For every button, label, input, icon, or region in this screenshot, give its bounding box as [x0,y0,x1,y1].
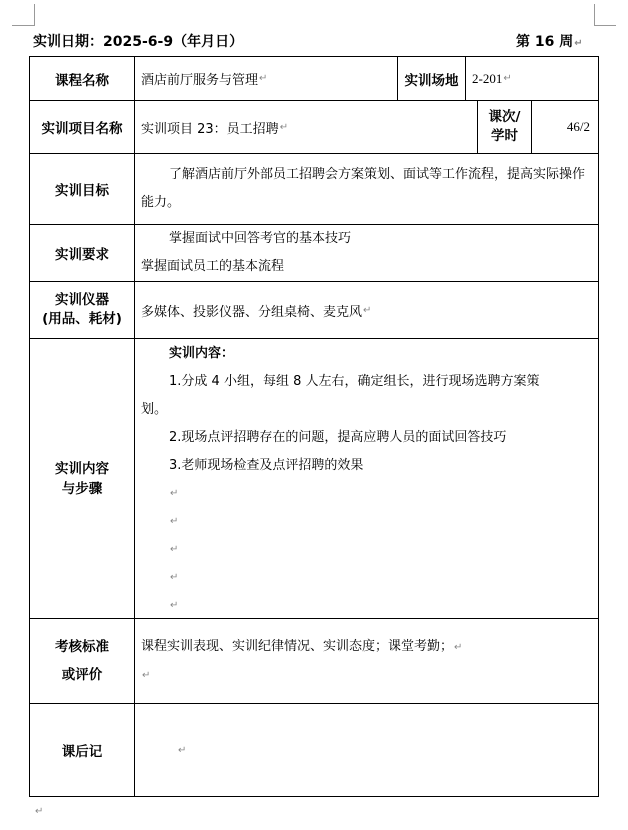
requirements-label: 实训要求 [29,224,135,282]
notes-label: 课后记 [29,703,135,797]
notes-value[interactable]: ↵ [134,703,599,797]
paragraph-mark: ↵ [574,38,583,49]
project-name-value[interactable]: 实训项目 23：员工招聘 ↵ [134,100,478,154]
equipment-label: 实训仪器 (用品、耗材) [29,281,135,339]
course-name-label: 课程名称 [29,56,135,101]
crop-mark [594,25,616,26]
evaluation-label: 考核标准 或评价 [29,618,135,704]
course-name-value[interactable]: 酒店前厅服务与管理 ↵ [134,56,398,101]
content-step: 3.老师现场检查及点评招聘的效果 [169,458,364,473]
crop-mark [594,4,595,26]
project-name-label: 实训项目名称 [29,100,135,154]
venue-value[interactable]: 2-201 ↵ [465,56,599,101]
content-label: 实训内容 与步骤 [29,338,135,619]
session-value[interactable]: 46/2 [531,100,599,154]
equipment-value[interactable]: 多媒体、投影仪器、分组桌椅、麦克风 ↵ [134,281,599,339]
training-date: 实训日期：2025-6-9（年月日） [33,34,244,50]
crop-mark [34,4,35,26]
week-text: 第 16 周 [516,34,574,50]
content-step: 2.现场点评招聘存在的问题，提高应聘人员的面试回答技巧 [169,430,507,445]
content-value[interactable]: 实训内容： 1.分成 4 小组，每组 8 人左右，确定组长，进行现场选聘方案策划。 2.现场点评招聘存在的问题，提高应聘人员的面试回答技巧 3.老师现场检查及点评招聘的效果 ↵ ↵ ↵ ↵ ↵ [134,338,599,619]
week-number [516,31,583,51]
venue-label: 实训场地 [397,56,466,101]
evaluation-value[interactable]: 课程实训表现、实训纪律情况、实训态度；课堂考勤；↵ ↵ [134,618,599,704]
requirements-value[interactable]: 掌握面试中回答考官的基本技巧 掌握面试员工的基本流程 [134,224,599,282]
goal-label: 实训目标 [29,153,135,225]
paragraph-mark: ↵ [35,806,44,817]
content-step: 1.分成 4 小组，每组 8 人左右，确定组长，进行现场选聘方案策划。 [141,374,540,417]
crop-mark [12,25,34,26]
session-label: 课次/ 学时 [477,100,532,154]
goal-value[interactable]: 了解酒店前厅外部员工招聘会方案策划、面试等工作流程，提高实际操作能力。 [134,153,599,225]
content-title: 实训内容： [169,346,235,361]
